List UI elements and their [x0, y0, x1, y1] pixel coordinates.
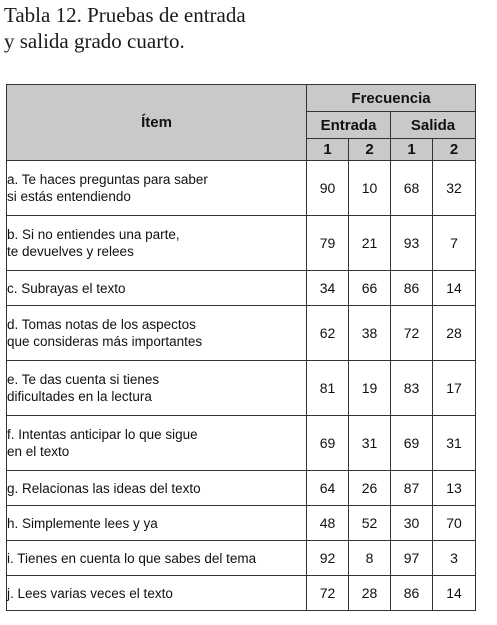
row-value-cell: 52	[349, 506, 391, 541]
sub-header-entrada-2: 2	[349, 139, 391, 161]
row-item-label	[7, 506, 307, 541]
row-item-label-line: i. Tienes en cuenta lo que sabes del tema	[7, 550, 257, 566]
item-column-header: Ítem	[7, 85, 307, 161]
frequency-table	[6, 84, 476, 611]
row-item-label-line: j. Lees varias veces el texto	[7, 585, 173, 601]
table-row	[7, 216, 476, 271]
row-value-cell: 48	[307, 506, 349, 541]
table-row	[7, 471, 476, 506]
row-value-cell: 64	[307, 471, 349, 506]
row-value-cell: 21	[349, 216, 391, 271]
table-row	[7, 576, 476, 611]
table-row	[7, 271, 476, 306]
row-value-cell: 7	[433, 216, 476, 271]
row-item-label-line: e. Te das cuenta si tienes	[7, 372, 160, 387]
row-value-cell: 70	[433, 506, 476, 541]
row-item-label-line: dificultades en la lectura	[7, 389, 152, 404]
row-value-cell: 32	[433, 161, 476, 216]
row-item-label	[7, 361, 307, 416]
row-value-cell: 69	[307, 416, 349, 471]
table-row	[7, 361, 476, 416]
row-item-label-line: c. Subrayas el texto	[7, 280, 126, 296]
row-value-cell: 72	[307, 576, 349, 611]
row-value-cell: 68	[391, 161, 433, 216]
row-value-cell: 26	[349, 471, 391, 506]
row-value-cell: 14	[433, 576, 476, 611]
row-value-cell: 31	[349, 416, 391, 471]
table-row	[7, 416, 476, 471]
row-value-cell: 19	[349, 361, 391, 416]
row-item-label	[7, 576, 307, 611]
row-value-cell: 8	[349, 541, 391, 576]
row-value-cell: 69	[391, 416, 433, 471]
row-item-label	[7, 541, 307, 576]
caption-line-1: Tabla 12. Pruebas de entrada	[4, 3, 246, 27]
row-item-label	[7, 161, 307, 216]
row-value-cell: 81	[307, 361, 349, 416]
row-value-cell: 92	[307, 541, 349, 576]
row-item-label	[7, 306, 307, 361]
caption-line-2: y salida grado cuarto.	[4, 29, 185, 53]
table-row	[7, 306, 476, 361]
row-item-label	[7, 416, 307, 471]
row-value-cell: 14	[433, 271, 476, 306]
row-item-label	[7, 271, 307, 306]
row-item-label-line: a. Te haces preguntas para saber	[7, 172, 208, 187]
row-item-label-line: si estás entendiendo	[7, 189, 131, 204]
row-item-label-line: te devuelves y relees	[7, 244, 134, 259]
group-header-entrada: Entrada	[307, 112, 391, 139]
row-value-cell: 34	[307, 271, 349, 306]
group-header-salida: Salida	[391, 112, 476, 139]
row-value-cell: 28	[433, 306, 476, 361]
row-value-cell: 86	[391, 576, 433, 611]
row-value-cell: 13	[433, 471, 476, 506]
row-item-label	[7, 471, 307, 506]
row-value-cell: 86	[391, 271, 433, 306]
row-value-cell: 38	[349, 306, 391, 361]
row-value-cell: 66	[349, 271, 391, 306]
sub-header-salida-1: 1	[391, 139, 433, 161]
row-item-label	[7, 216, 307, 271]
row-value-cell: 3	[433, 541, 476, 576]
table-row	[7, 541, 476, 576]
row-item-label-line: d. Tomas notas de los aspectos	[7, 317, 196, 332]
row-item-label-line: g. Relacionas las ideas del texto	[7, 480, 201, 496]
row-item-label-line: que consideras más importantes	[7, 334, 203, 349]
row-value-cell: 72	[391, 306, 433, 361]
row-value-cell: 28	[349, 576, 391, 611]
table-row	[7, 506, 476, 541]
row-value-cell: 83	[391, 361, 433, 416]
row-value-cell: 79	[307, 216, 349, 271]
row-item-label-line: f. Intentas anticipar lo que sigue	[7, 427, 198, 442]
frequency-header: Frecuencia	[307, 85, 476, 112]
row-value-cell: 31	[433, 416, 476, 471]
row-value-cell: 87	[391, 471, 433, 506]
row-value-cell: 93	[391, 216, 433, 271]
table-body	[7, 161, 476, 611]
row-value-cell: 30	[391, 506, 433, 541]
row-value-cell: 97	[391, 541, 433, 576]
row-value-cell: 17	[433, 361, 476, 416]
row-value-cell: 10	[349, 161, 391, 216]
row-value-cell: 62	[307, 306, 349, 361]
row-item-label-line: h. Simplemente lees y ya	[7, 515, 158, 531]
table-row	[7, 161, 476, 216]
row-item-label-line: en el texto	[7, 444, 70, 459]
sub-header-salida-2: 2	[433, 139, 476, 161]
row-item-label-line: b. Si no entiendes una parte,	[7, 227, 180, 242]
table-caption	[4, 2, 484, 54]
row-value-cell: 90	[307, 161, 349, 216]
sub-header-entrada-1: 1	[307, 139, 349, 161]
